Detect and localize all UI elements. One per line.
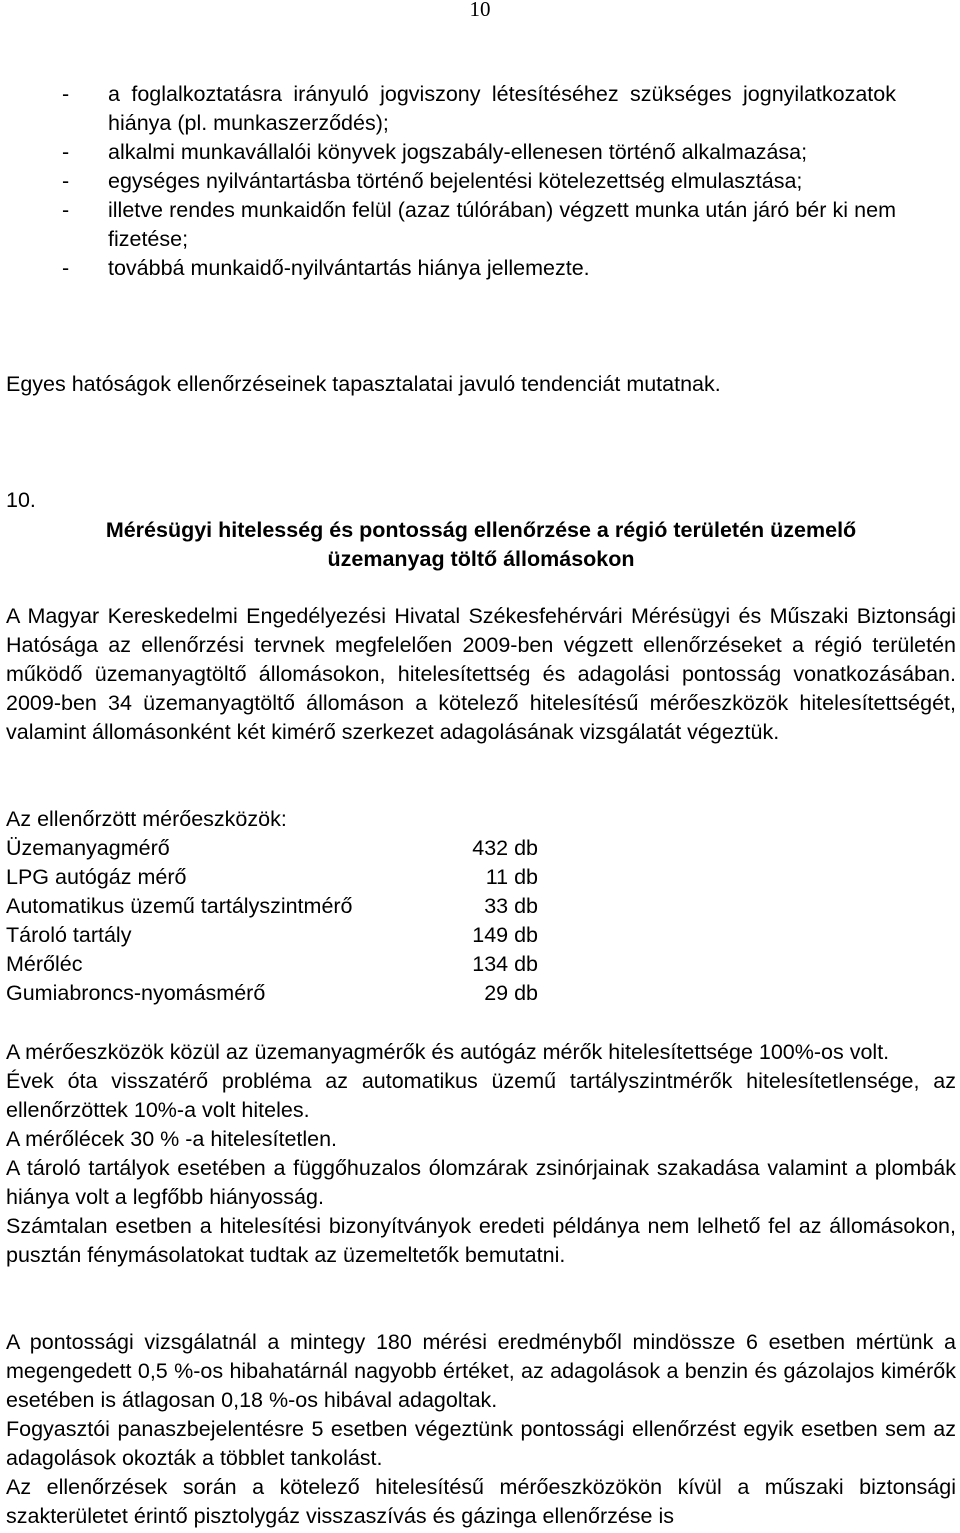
section-number: 10. xyxy=(6,488,36,512)
device-count: 149 db xyxy=(472,923,538,947)
result-paragraph: A mérőlécek 30 % -a hitelesítetlen. xyxy=(6,1127,338,1151)
testing-paragraph: A pontossági vizsgálatnál a mintegy 180 mérési eredményből mindössze 6 esetben mértünk a megengedett 0,5 %-os hibahatárnál nagyobb értéket, az adagolások a benzin és gázolajos kimérők esetében is átlagosan 0,18 %-os hibával adagoltak. xyxy=(6,1330,956,1412)
devices-table xyxy=(6,834,566,1008)
device-name: Mérőléc xyxy=(6,952,83,976)
device-count: 33 db xyxy=(484,894,538,918)
list-dash: - xyxy=(62,140,70,164)
list-dash: - xyxy=(62,198,70,222)
list-item-text: a foglalkoztatásra irányuló jogviszony létesítéséhez szükséges jognyilatkozatok hiánya (pl. munkaszerződés); xyxy=(108,82,896,135)
device-count: 134 db xyxy=(472,952,538,976)
list-item-text: egységes nyilvántartásba történő bejelentési kötelezettség elmulasztása; xyxy=(108,169,803,193)
list-item-text: illetve rendes munkaidőn felül (azaz túlórában) végzett munka után járó bér ki nem fizetése; xyxy=(108,198,896,251)
list-dash: - xyxy=(62,169,70,193)
table-row xyxy=(6,921,566,950)
device-name: LPG autógáz mérő xyxy=(6,865,187,889)
device-count: 29 db xyxy=(484,981,538,1005)
result-paragraph: Évek óta visszatérő probléma az automatikus üzemű tartályszintmérők hitelesítetlensége, az ellenőrzöttek 10%-a volt hiteles. xyxy=(6,1069,956,1122)
list-item xyxy=(62,167,896,196)
result-paragraph: A mérőeszközök közül az üzemanyagmérők és autógáz mérők hitelesítettsége 100%-os volt. xyxy=(6,1040,890,1064)
testing-paragraph: Fogyasztói panaszbejelentésre 5 esetben végeztünk pontossági ellenőrzést egyik esetben sem az adagolások okozták a többlet tankolást. xyxy=(6,1417,956,1470)
device-name: Tároló tartály xyxy=(6,923,132,947)
result-paragraph: A tároló tartályok esetében a függőhuzalos ólomzárak zsinórjainak szakadása valamint a plombák hiánya volt a legfőbb hiányosság. xyxy=(6,1156,956,1209)
list-item xyxy=(62,254,896,283)
intro-paragraph: A Magyar Kereskedelmi Engedélyezési Hivatal Székesfehérvári Mérésügyi és Műszaki Biztonsági Hatósága az ellenőrzési tervnek megfelelően 2009-ben végzett ellenőrzéseket a régió területén működő üzemanyagtöltő állomásokon, hitelesítettség és adagolási pontosság vonatkozásában. 2009-ben 34 üzemanyagtöltő állomáson a kötelező hitelesítésű mérőeszközök hitelesítettségét, valamint állomásonként két kimérő szerkezet adagolásának vizsgálatát végeztük. xyxy=(6,604,956,744)
table-row xyxy=(6,979,566,1008)
devices-title: Az ellenőrzött mérőeszközök: xyxy=(6,807,287,831)
list-dash: - xyxy=(62,256,70,280)
table-row xyxy=(6,950,566,979)
device-name: Automatikus üzemű tartályszintmérő xyxy=(6,894,353,918)
result-paragraph: Számtalan esetben a hitelesítési bizonyítványok eredeti példánya nem lelhető fel az állomásokon, pusztán fénymásolatokat tudtak az üzemeltetők bemutatni. xyxy=(6,1214,956,1267)
device-name: Gumiabroncs-nyomásmérő xyxy=(6,981,266,1005)
table-row xyxy=(6,834,566,863)
list-item xyxy=(62,196,896,254)
list-item-text: továbbá munkaidő-nyilvántartás hiánya jellemezte. xyxy=(108,256,590,280)
results-section xyxy=(6,1038,956,1270)
list-item xyxy=(62,138,896,167)
testing-section xyxy=(6,1328,956,1531)
summary-paragraph: Egyes hatóságok ellenőrzéseinek tapasztalatai javuló tendenciát mutatnak. xyxy=(6,372,721,396)
section-title-line1: Mérésügyi hitelesség és pontosság ellenőrzése a régió területén üzemelő xyxy=(105,518,857,542)
testing-paragraph: Az ellenőrzések során a kötelező hitelesítésű mérőeszközökön kívül a műszaki biztonsági szakterületet érintő pisztolygáz visszaszívás és gázinga ellenőrzése is xyxy=(6,1475,956,1528)
list-item-text: alkalmi munkavállalói könyvek jogszabály-ellenesen történő alkalmazása; xyxy=(108,140,808,164)
table-row xyxy=(6,863,566,892)
violation-list xyxy=(62,80,896,283)
list-item xyxy=(62,80,896,138)
device-count: 11 db xyxy=(485,865,538,889)
page-number: 10 xyxy=(469,0,491,21)
section-title-line2: üzemanyag töltő állomásokon xyxy=(327,547,635,571)
section-heading xyxy=(6,516,956,574)
device-count: 432 db xyxy=(472,836,538,860)
device-name: Üzemanyagmérő xyxy=(6,836,170,860)
table-row xyxy=(6,892,566,921)
list-dash: - xyxy=(62,82,70,106)
